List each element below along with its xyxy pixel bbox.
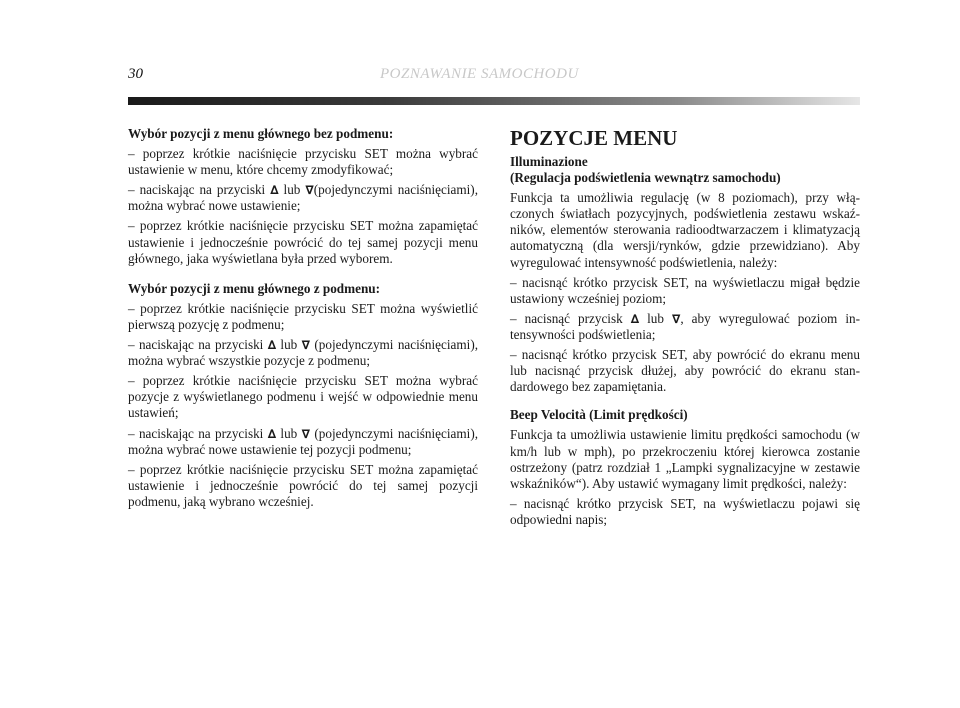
section-title: POZYCJE MENU xyxy=(510,126,678,150)
up-arrow-icon: ∆ xyxy=(267,338,277,353)
text: (pojedynczymi naciśnięciami), można wybrać nowe ustawienie; xyxy=(128,182,478,214)
paragraph: – nacisnąć krótko przycisk SET, na wyświetlaczu migał będzie ustawiony wcześniej poziom; xyxy=(510,274,860,306)
running-title: POZNAWANIE SAMOCHODU xyxy=(380,66,579,82)
header-rule xyxy=(128,97,860,105)
page-number: 30 xyxy=(128,66,143,82)
up-arrow-icon: ∆ xyxy=(630,311,640,326)
paragraph: – poprzez krótkie naciśnięcie przycisku SET można wybrać pozycje z wyświetlanego podmenu i wejść w odpowiednie menu ustawień; xyxy=(128,373,478,421)
down-arrow-icon: ∇ xyxy=(301,426,311,441)
up-arrow-icon: ∆ xyxy=(267,426,277,441)
subheading-beep-velocita: Beep Velocità (Limit prędkości) xyxy=(510,407,688,423)
paragraph: – poprzez krótkie naciśnięcie przycisku SET można zapamiętać ustawienie i jednocześnie powrócić do tej samej pozycji menu głównego, jaka wyświetlana była przed wyborem. xyxy=(128,218,478,266)
text: – nacisnąć przycisk xyxy=(510,310,631,326)
up-arrow-icon: ∆ xyxy=(270,183,279,198)
text: lub xyxy=(639,310,672,326)
subheading-line: (Regulacja podświetlenia wewnątrz samochodu) xyxy=(510,170,781,186)
paragraph: Funkcja ta umożliwia regulację (w 8 poziomach), przy włączonych światłach pozycyjnych, podświetlenia zestawu wskaźników, elementów sterowania radioodtwarzaczem i klimatyzacją automatyczną (dla wersji/rynków, gdzie przewidziano). Aby wyregulować intensywność podświetlenia, należy: xyxy=(510,190,860,270)
text: – naciskając na przyciski xyxy=(128,425,268,441)
subheading-line: Illuminazione xyxy=(510,154,588,169)
down-arrow-icon: ∇ xyxy=(301,338,311,353)
text: lub xyxy=(276,425,302,441)
paragraph: – nacisnąć krótko przycisk SET, na wyświetlaczu pojawi się odpowiedni napis; xyxy=(510,495,860,527)
text: lub xyxy=(278,182,306,198)
paragraph xyxy=(128,182,478,214)
text: (pojedynczymi naciśnięciami), można wybrać nowe ustawienie tej pozycji podmenu; xyxy=(128,425,479,457)
down-arrow-icon: ∇ xyxy=(305,183,314,198)
paragraph xyxy=(128,337,478,369)
right-column xyxy=(510,126,860,532)
text: lub xyxy=(276,337,302,353)
paragraph xyxy=(128,426,478,458)
paragraph: – nacisnąć krótko przycisk SET, aby powrócić do ekranu menu lub nacisnąć przycisk dłużej, aby powrócić do ekranu standardowego bez zapamiętania. xyxy=(510,347,860,395)
paragraph xyxy=(510,311,860,343)
text: (pojedynczymi naciśnięciami), można wybrać wszystkie pozycje z podmenu; xyxy=(128,337,479,369)
text: , aby wyregulować poziom intensywności podświetlenia; xyxy=(510,310,860,342)
text: – naciskając na przyciski xyxy=(128,182,271,198)
paragraph: – poprzez krótkie naciśnięcie przycisku SET można wybrać ustawienie w menu, które chcemy zmodyfikować; xyxy=(128,146,478,178)
subheading-illuminazione xyxy=(510,154,860,186)
down-arrow-icon: ∇ xyxy=(671,311,681,326)
heading-no-submenu: Wybór pozycji z menu głównego bez podmenu: xyxy=(128,126,394,141)
paragraph: – poprzez krótkie naciśnięcie przycisku SET można wyświetlić pierwszą pozycję z podmenu; xyxy=(128,300,478,332)
left-column xyxy=(128,126,478,514)
paragraph: – poprzez krótkie naciśnięcie przycisku SET można zapamiętać ustawienie i jednocześnie powrócić do tej samej pozycji podmenu, jaką wybrano wcześniej. xyxy=(128,461,478,509)
paragraph: Funkcja ta umożliwia ustawienie limitu prędkości samochodu (w km/h lub w mph), po przekroczeniu której kierowca zostanie ostrzeżony (patrz rozdział 1 „Lampki sygnalizacyjne w zestawie wskaźników“). Aby ustawić wymagany limit prędkości, należy: xyxy=(510,427,860,491)
heading-with-submenu: Wybór pozycji z menu głównego z podmenu: xyxy=(128,280,381,296)
text: – naciskając na przyciski xyxy=(128,337,268,353)
